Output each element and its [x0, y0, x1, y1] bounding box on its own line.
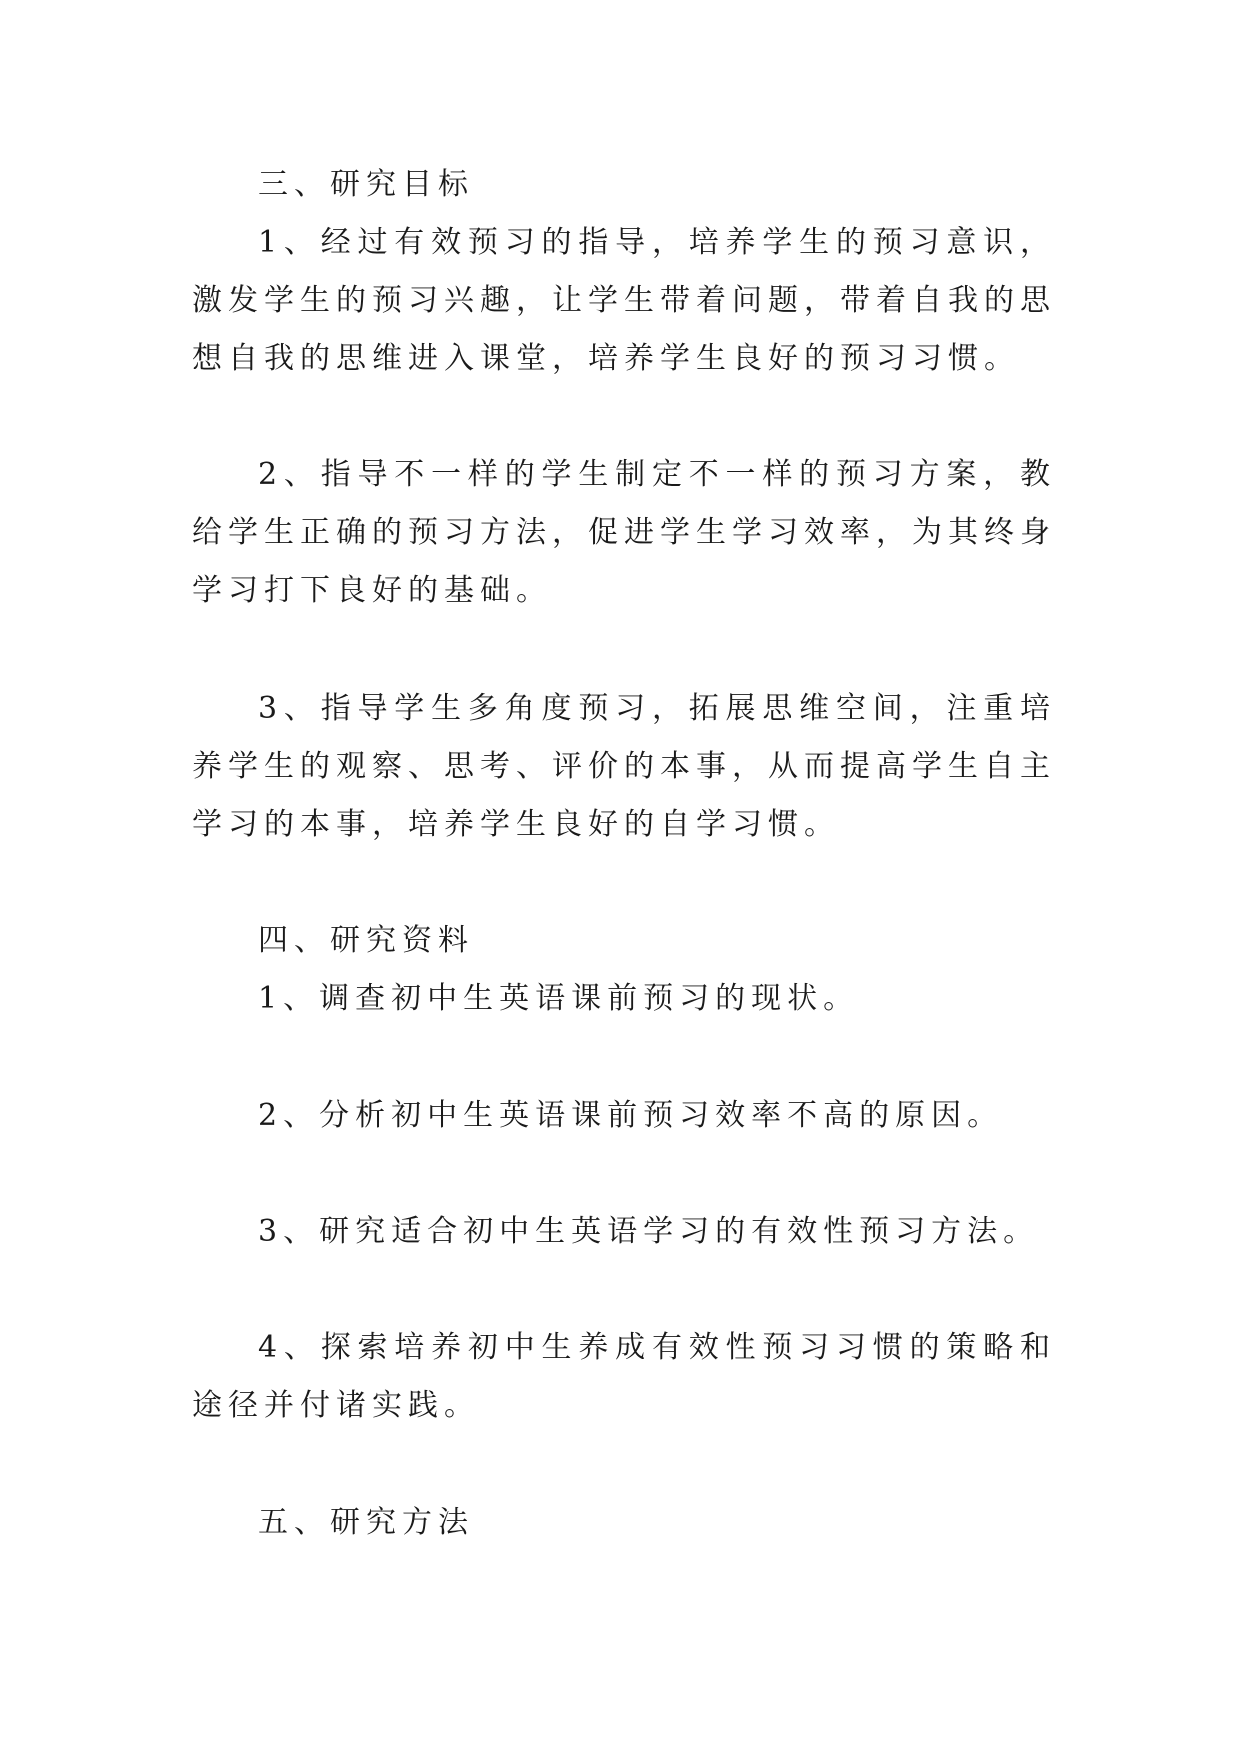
paragraph-content-3: 3、研究适合初中生英语学习的有效性预习方法。	[258, 1214, 1040, 1249]
paragraph-content-2: 2、分析初中生英语课前预习效率不高的原因。	[258, 1098, 1004, 1133]
section-heading-research-methods: 五、研究方法	[258, 1505, 474, 1540]
paragraph-goal-2: 2、指导不一样的学生制定不一样的预习方案，教给学生正确的预习方法，促进学生学习效率，为其终身学习打下良好的基础。	[192, 457, 1056, 608]
paragraph-goal-3: 3、指导学生多角度预习，拓展思维空间，注重培养学生的观察、思考、评价的本事，从而提高学生自主学习的本事，培养学生良好的自学习惯。	[192, 691, 1056, 842]
paragraph-goal-1: 1、经过有效预习的指导，培养学生的预习意识，激发学生的预习兴趣，让学生带着问题，带着自我的思想自我的思维进入课堂，培养学生良好的预习习惯。	[192, 225, 1056, 376]
section-heading-research-goals: 三、研究目标	[258, 167, 474, 202]
section-heading-research-content: 四、研究资料	[258, 923, 474, 958]
paragraph-content-1: 1、调查初中生英语课前预习的现状。	[258, 981, 860, 1016]
paragraph-content-4: 4、探索培养初中生养成有效性预习习惯的策略和途径并付诸实践。	[192, 1330, 1056, 1423]
